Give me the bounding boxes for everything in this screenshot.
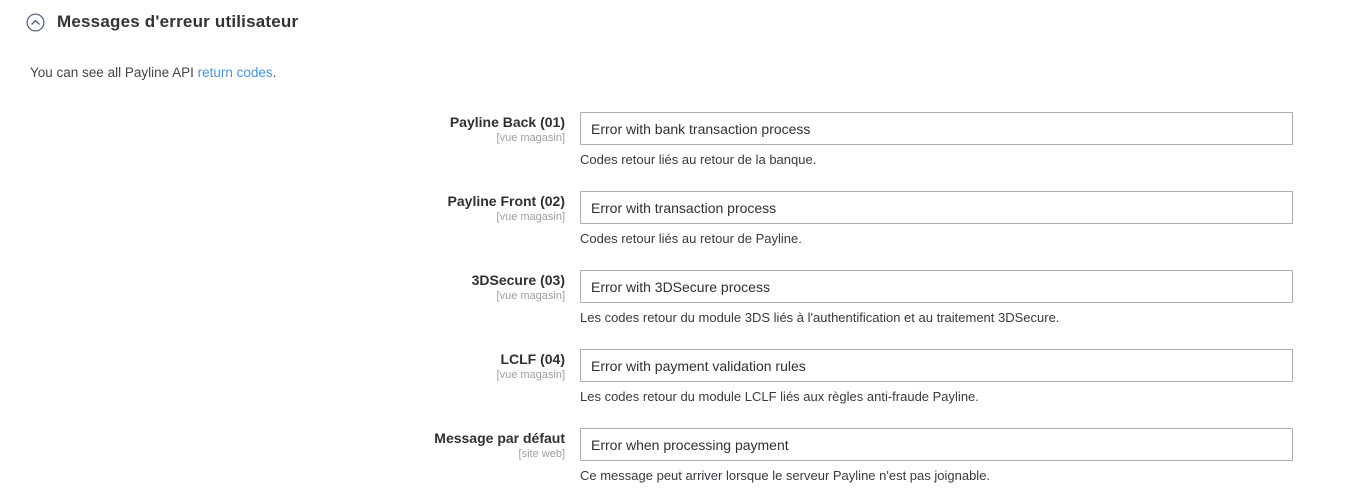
field-scope-hint: [vue magasin] (496, 211, 565, 223)
field-note: Codes retour liés au retour de Payline. (580, 231, 802, 246)
form-field-row (0, 428, 1363, 484)
field-label-column (0, 112, 565, 145)
field-input-column (580, 349, 1293, 405)
field-label-column (0, 349, 565, 382)
field-label: Payline Back (01) (449, 114, 565, 130)
return-codes-link[interactable]: return codes (197, 65, 273, 80)
section-comment (30, 65, 1363, 80)
field-label-column (0, 191, 565, 224)
field-label: LCLF (04) (500, 351, 565, 367)
form-field-row (0, 112, 1363, 168)
field-text-input[interactable] (580, 428, 1293, 461)
field-note: Codes retour liés au retour de la banque. (580, 152, 817, 167)
form-field-row (0, 191, 1363, 247)
field-note: Les codes retour du module 3DS liés à l'authentification et au traitement 3DSecure. (580, 310, 1060, 325)
field-scope-hint: [site web] (518, 448, 565, 460)
field-label: Message par défaut (434, 430, 565, 446)
section-title: Messages d'erreur utilisateur (57, 12, 299, 31)
field-input-column (580, 191, 1293, 247)
error-messages-form (0, 112, 1363, 484)
field-label-column (0, 270, 565, 303)
field-text-input[interactable] (580, 349, 1293, 382)
field-label-column (0, 428, 565, 461)
field-input-column (580, 270, 1293, 326)
field-text-input[interactable] (580, 270, 1293, 303)
field-scope-hint: [vue magasin] (496, 369, 565, 381)
form-field-row (0, 349, 1363, 405)
comment-period: . (272, 65, 277, 80)
form-field-row (0, 270, 1363, 326)
comment-text: You can see all Payline API (30, 65, 198, 80)
field-text-input[interactable] (580, 191, 1293, 224)
field-label: Payline Front (02) (447, 193, 565, 209)
field-input-column (580, 112, 1293, 168)
field-label: 3DSecure (03) (471, 272, 565, 288)
field-scope-hint: [vue magasin] (496, 132, 565, 144)
field-scope-hint: [vue magasin] (496, 290, 565, 302)
field-note: Ce message peut arriver lorsque le serveur Payline n'est pas joignable. (580, 468, 991, 483)
chevron-up-circle-icon[interactable] (26, 13, 45, 32)
section-header[interactable] (0, 0, 1363, 32)
field-input-column (580, 428, 1293, 484)
field-note: Les codes retour du module LCLF liés aux règles anti-fraude Payline. (580, 389, 979, 404)
field-text-input[interactable] (580, 112, 1293, 145)
